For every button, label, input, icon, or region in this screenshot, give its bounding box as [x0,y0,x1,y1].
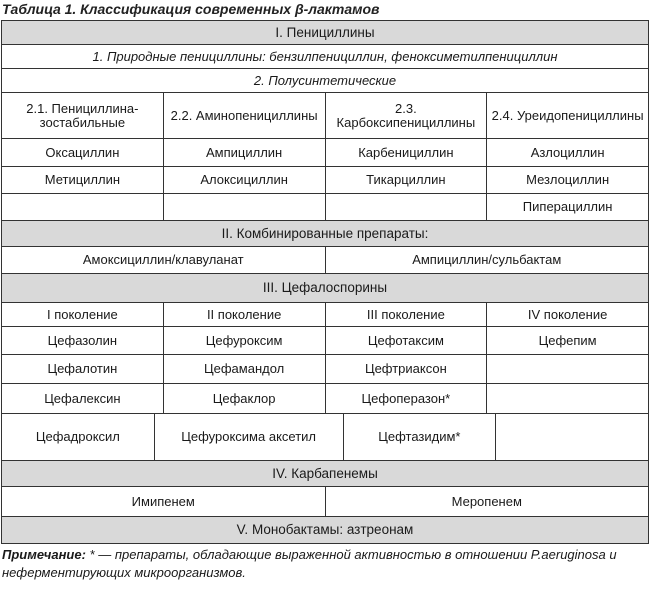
carbapenem-drug-cell: Меропенем [451,493,522,509]
drug-cell [496,414,648,460]
drug-cell: Пиперациллин [522,199,613,214]
section-title: II. Комбинированные препараты: [221,225,429,241]
section-header-cephalosporins [2,274,648,303]
combined-drug-cell: Амоксициллин/клавуланат [2,247,326,273]
generations-row [2,303,648,327]
table-row [2,414,648,461]
drug-cell [164,194,326,220]
table-row [2,384,648,414]
group-cell: 2.4. Уреидопенициллины [491,107,644,123]
classification-table [1,20,649,544]
section-header-carbapenems [2,461,648,487]
section-title: I. Пенициллины [275,24,375,40]
table-row [2,194,648,221]
note-text: * — препараты, обладающие выраженной активностью в отношении P.aeruginosa и неферментирующих микроорганизмов. [2,547,617,580]
drug-cell: Цефтазидим* [344,414,497,460]
drug-cell: Мезлоциллин [526,172,610,187]
table-row [2,139,648,167]
table-row [2,327,648,355]
combined-drug-cell: Ампициллин/сульбактам [412,252,562,267]
drug-cell: Цефоперазон* [326,384,488,413]
section-header-monobactams [2,517,648,543]
drug-cell: Оксациллин [2,139,164,166]
drug-cell: Цефтриаксон [326,355,488,383]
section-title: V. Монобактамы: азтреонам [236,522,414,537]
drug-cell: Цефазолин [2,327,164,354]
drug-cell: Цефалотин [2,355,164,383]
natural-penicillins: 1. Природные пенициллины: бензилпенициллин, феноксиметилпенициллин [92,48,558,64]
section-header-penicillins [2,21,648,45]
table-caption: Таблица 1. Классификация современных β-лактамов [2,1,380,17]
generation-cell: I поколение [2,303,164,326]
drug-cell: Карбенициллин [326,139,488,166]
drug-cell: Цефуроксим [164,327,326,354]
penicillin-groups-row [2,93,648,139]
drug-cell: Метициллин [2,167,164,193]
drug-cell [326,194,488,220]
semisynthetic-row [2,69,648,93]
group-cell: 2.1. Пенициллина-зостабильные [2,93,164,138]
drug-cell: Цефуроксима аксетил [155,414,344,460]
drug-cell: Цефотаксим [326,327,488,354]
section-header-combined [2,221,648,247]
natural-penicillins-row [2,45,648,69]
note-label: Примечание: [2,547,86,562]
drug-cell [487,384,648,413]
table-row [2,355,648,384]
drug-cell: Цефепим [538,332,597,348]
semisynthetic-title: 2. Полусинтетические [253,72,397,88]
drug-cell: Цефадроксил [2,414,155,460]
section-title: III. Цефалоспорины [262,280,388,295]
drug-cell: Цефалексин [2,384,164,413]
generation-cell: II поколение [164,303,326,326]
generation-cell: III поколение [326,303,488,326]
drug-cell: Алоксициллин [164,167,326,193]
table-row [2,167,648,194]
drug-cell: Тикарциллин [326,167,488,193]
drug-cell [487,355,648,383]
drug-cell: Азлоциллин [530,144,605,160]
drug-cell [2,194,164,220]
group-cell: 2.3. Карбоксипенициллины [326,93,488,138]
table-note [2,546,648,582]
drug-cell: Ампициллин [164,139,326,166]
carbapenem-drug-cell: Имипенем [2,487,326,516]
group-cell: 2.2. Аминопенициллины [164,93,326,138]
generation-cell: IV поколение [527,306,608,322]
table-row [2,247,648,274]
table-row [2,487,648,517]
drug-cell: Цефамандол [164,355,326,383]
drug-cell: Цефаклор [164,384,326,413]
section-title: IV. Карбапенемы [272,465,378,481]
